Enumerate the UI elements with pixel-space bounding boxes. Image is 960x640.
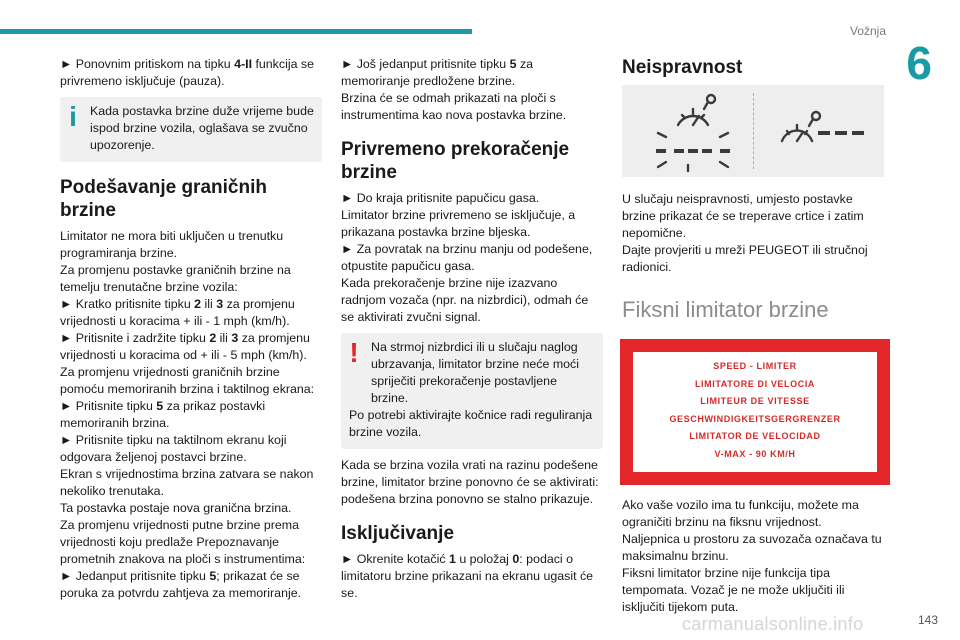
column-2 bbox=[341, 56, 603, 602]
paragraph: ► Još jedanput pritisnite tipku 5 za memoriranje predložene brzine. bbox=[341, 57, 534, 88]
paragraph: ► Pritisnite tipku 5 za prikaz postavki memoriranih brzina. bbox=[60, 399, 266, 430]
warning-text: Po potrebi aktivirajte kočnice radi reguliranja brzine vozila. bbox=[349, 408, 593, 439]
label-line: V-MAX - 90 KM/H bbox=[714, 448, 796, 459]
paragraph: ► Za povratak na brzinu manju od podešene, otpustite papučicu gasa. bbox=[341, 242, 593, 273]
column-3 bbox=[622, 56, 884, 616]
paragraph: Limitator ne mora biti uključen u trenutku programiranja brzine. bbox=[60, 229, 284, 260]
heading-temporary-overspeed: Privremeno prekoračenje brzine bbox=[341, 139, 570, 183]
paragraph: Za promjenu postavke graničnih brzine na temelju trenutačne brzine vozila: bbox=[60, 263, 291, 294]
warning-text: Na strmoj nizbrdici ili u slučaju naglog ubrzavanja, limitator brzine neće moći spriječiti prekoračenje postavljene brzine. bbox=[371, 340, 579, 405]
divider bbox=[753, 93, 754, 169]
label-line: GESCHWINDIGKEITSGERGRENZER bbox=[669, 413, 841, 424]
warning-notice bbox=[341, 333, 603, 449]
heading-speed-setting: Podešavanje graničnih brzine bbox=[60, 177, 267, 221]
label-line: LIMITATOR DE VELOCIDAD bbox=[689, 431, 821, 442]
paragraph: Ta postavka postaje nova granična brzina. bbox=[60, 501, 292, 515]
info-notice bbox=[60, 97, 322, 162]
section-title: Vožnja bbox=[849, 24, 886, 38]
label-line: LIMITEUR DE VITESSE bbox=[700, 396, 810, 407]
paragraph: ► Pritisnite tipku na taktilnom ekranu koji odgovara željenoj postavci brzine. bbox=[60, 433, 287, 464]
paragraph: Fiksni limitator brzine nije funkcija tipa tempomata. Vozač je ne može uključiti ili isključiti tijekom puta. bbox=[622, 566, 845, 614]
watermark: carmanualsonline.info bbox=[682, 614, 864, 634]
heading-fixed-limiter: Fiksni limitator brzine bbox=[622, 297, 829, 322]
heading-malfunction: Neispravnost bbox=[622, 57, 743, 78]
paragraph: Naljepnica u prostoru za suvozača označava tu maksimalnu brzinu. bbox=[622, 532, 882, 563]
header-accent-bar bbox=[0, 29, 472, 34]
info-text: Kada postavka brzine duže vrijeme bude ispod brzine vozila, oglašava se zvučno upozorenje. bbox=[90, 104, 314, 152]
chapter-number: 6 bbox=[906, 37, 932, 89]
paragraph: U slučaju neispravnosti, umjesto postavke brzine prikazat će se treperave crtice i zatim nepomične. bbox=[622, 192, 864, 240]
paragraph: Za promjenu vrijednosti putne brzine prema vrijednosti koju predlaže Prepoznavanje prometnih znakova na ploči s instrumentima: bbox=[60, 518, 306, 566]
column-1 bbox=[60, 56, 322, 602]
paragraph: ► Do kraja pritisnite papučicu gasa. bbox=[341, 191, 540, 205]
heading-switch-off: Isključivanje bbox=[341, 523, 455, 544]
paragraph: ► Okrenite kotačić 1 u položaj 0: podaci o limitatoru brzine prikazani na ekranu ugasit će se. bbox=[341, 552, 594, 600]
label-inner bbox=[632, 351, 878, 473]
paragraph: ► Ponovnim pritiskom na tipku 4-II funkcija se privremeno isključuje (pauza). bbox=[60, 57, 314, 88]
paragraph: Ako vaše vozilo ima tu funkciju, možete ma ograničiti brzinu na fiksnu vrijednost. bbox=[622, 498, 859, 529]
warning-icon: ! bbox=[349, 337, 359, 368]
label-line: SPEED - LIMITER bbox=[713, 361, 797, 371]
paragraph: Dajte provjeriti u mreži PEUGEOT ili stručnoj radionici. bbox=[622, 243, 868, 274]
paragraph: ► Kratko pritisnite tipku 2 ili 3 za promjenu vrijednosti u koracima + ili - 1 mph (km/h). bbox=[60, 297, 295, 328]
label-line: LIMITATORE DI VELOCIA bbox=[694, 378, 816, 389]
page-number: 143 bbox=[917, 613, 938, 627]
paragraph: Ekran s vrijednostima brzina zatvara se nakon nekoliko trenutaka. bbox=[60, 467, 314, 498]
paragraph: Za promjenu vrijednosti graničnih brzine pomoću memoriranih brzina i taktilnog ekrana: bbox=[60, 365, 315, 396]
paragraph: ► Pritisnite i zadržite tipku 2 ili 3 za promjenu vrijednosti u koracima od + ili - 5 mph (km/h). bbox=[60, 331, 310, 362]
speed-limiter-label bbox=[620, 339, 890, 485]
paragraph: Kada se brzina vozila vrati na razinu podešene brzine, limitator brzine ponovno će se aktivirati: podešena brzina ponovno se stalno prikazuje. bbox=[341, 458, 599, 506]
paragraph: Brzina će se odmah prikazati na ploči s instrumentima kao nova postavka brzine. bbox=[341, 91, 567, 122]
paragraph: Kada prekoračenje brzine nije izazvano radnjom vozača (npr. na nizbrdici), odmah će se aktivirati zvučni signal. bbox=[341, 276, 589, 324]
paragraph: Limitator brzine privremeno se isključuje, a prikazana postavka brzine bljeska. bbox=[341, 208, 576, 239]
malfunction-illustration bbox=[622, 85, 884, 177]
paragraph: ► Jedanput pritisnite tipku 5; prikazat će se poruka za potvrdu zahtjeva za memoriranje. bbox=[60, 569, 302, 600]
info-icon: i bbox=[69, 101, 77, 132]
